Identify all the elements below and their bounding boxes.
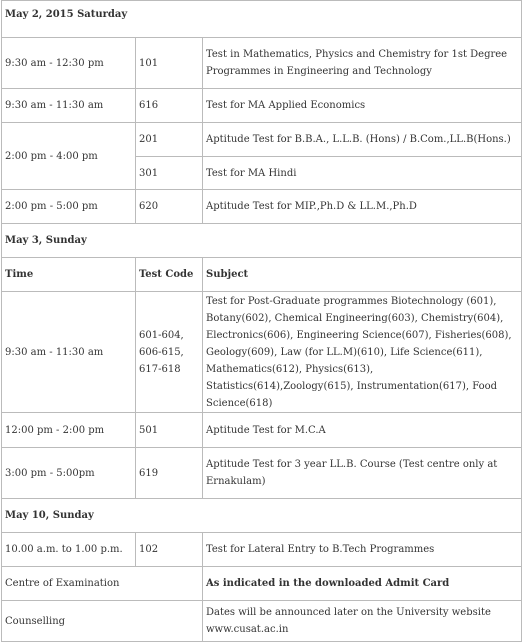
date-heading: May 2, 2015 Saturday	[2, 1, 522, 38]
table-row	[2, 38, 522, 89]
time-cell: 2:00 pm - 5:00 pm	[2, 190, 136, 224]
subject-cell: Test for MA Applied Economics	[203, 89, 522, 123]
date-heading: May 3, Sunday	[2, 224, 522, 258]
date-row	[2, 499, 522, 533]
table-row	[2, 413, 522, 448]
subject-cell: Test in Mathematics, Physics and Chemistry for 1st Degree Programmes in Engineering and Technology	[203, 38, 522, 89]
subject-cell: Aptitude Test for MIP.,Ph.D & LL.M.,Ph.D	[203, 190, 522, 224]
time-cell: 3:00 pm - 5:00pm	[2, 448, 136, 499]
counselling-label: Counselling	[2, 601, 203, 642]
subject-cell: Aptitude Test for B.B.A., L.L.B. (Hons) / B.Com.,LL.B(Hons.)	[203, 123, 522, 157]
subject-cell: Test for Post-Graduate programmes Biotechnology (601), Botany(602), Chemical Engineering(603), Chemistry(604), Electronics(606), Engineering Science(607), Fisheries(608), Geology(609), Law (for LL.M)(610), Life Science(611), Mathematics(612), Physics(613), Statistics(614),Zoology(615), Instrumentation(617), Food Science(618)	[203, 292, 522, 413]
time-cell: 10.00 a.m. to 1.00 p.m.	[2, 533, 136, 567]
code-cell: 101	[136, 38, 203, 89]
code-cell: 301	[136, 157, 203, 190]
time-cell: 9:30 am - 11:30 am	[2, 292, 136, 413]
table-row	[2, 292, 522, 413]
column-header-time: Time	[2, 258, 136, 292]
date-heading: May 10, Sunday	[2, 499, 522, 533]
column-header-code: Test Code	[136, 258, 203, 292]
date-row	[2, 224, 522, 258]
table-row	[2, 567, 522, 601]
time-cell: 2:00 pm - 4:00 pm	[2, 123, 136, 190]
table-row	[2, 123, 522, 157]
table-row	[2, 190, 522, 224]
header-row	[2, 258, 522, 292]
code-cell: 620	[136, 190, 203, 224]
time-cell: 9:30 am - 11:30 am	[2, 89, 136, 123]
subject-cell: Test for Lateral Entry to B.Tech Programmes	[203, 533, 522, 567]
table-row	[2, 601, 522, 642]
code-cell: 201	[136, 123, 203, 157]
column-header-subject: Subject	[203, 258, 522, 292]
time-cell: 9:30 am - 12:30 pm	[2, 38, 136, 89]
code-cell: 501	[136, 413, 203, 448]
code-cell: 616	[136, 89, 203, 123]
exam-schedule-table	[1, 0, 522, 642]
table-row	[2, 89, 522, 123]
centre-value: As indicated in the downloaded Admit Card	[203, 567, 522, 601]
subject-cell: Aptitude Test for 3 year LL.B. Course (Test centre only at Ernakulam)	[203, 448, 522, 499]
code-cell: 619	[136, 448, 203, 499]
subject-cell: Aptitude Test for M.C.A	[203, 413, 522, 448]
table-row	[2, 533, 522, 567]
centre-label: Centre of Examination	[2, 567, 203, 601]
time-cell: 12:00 pm - 2:00 pm	[2, 413, 136, 448]
subject-cell: Test for MA Hindi	[203, 157, 522, 190]
counselling-value: Dates will be announced later on the University website www.cusat.ac.in	[203, 601, 522, 642]
code-cell: 601-604, 606-615, 617-618	[136, 292, 203, 413]
date-row	[2, 1, 522, 38]
code-cell: 102	[136, 533, 203, 567]
table-row	[2, 448, 522, 499]
